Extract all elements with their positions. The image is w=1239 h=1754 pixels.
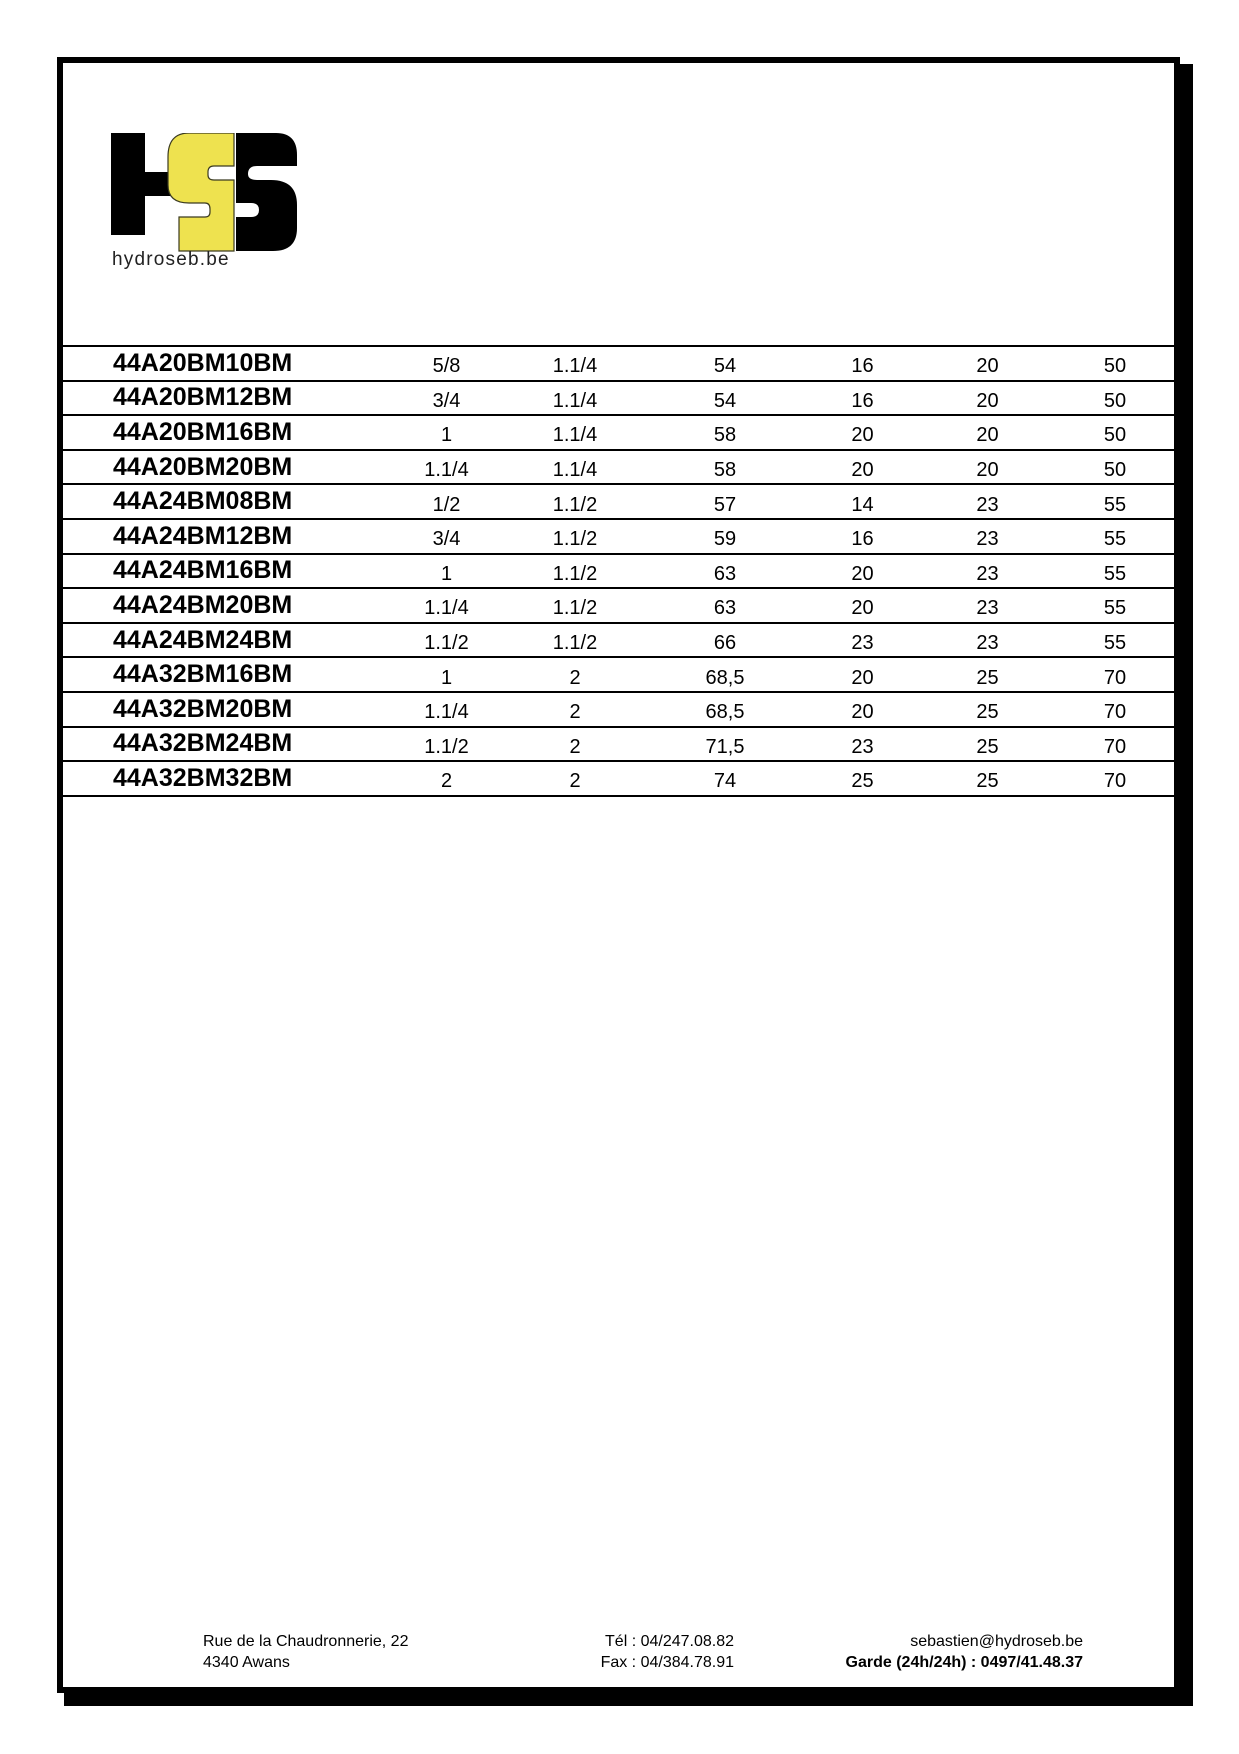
cell: 58	[650, 450, 800, 485]
cell: 23	[925, 484, 1050, 519]
cell: 20	[800, 657, 925, 692]
table-row	[63, 692, 1180, 727]
table-row	[63, 346, 1180, 381]
cell: 1.1/2	[500, 554, 650, 589]
cell: 70	[1050, 692, 1180, 727]
cell: 23	[925, 554, 1050, 589]
part-code: 44A32BM16BM	[63, 657, 393, 692]
cell: 55	[1050, 623, 1180, 658]
parts-table	[63, 345, 1180, 797]
cell: 55	[1050, 588, 1180, 623]
cell: 54	[650, 381, 800, 416]
cell: 63	[650, 554, 800, 589]
cell: 58	[650, 415, 800, 450]
cell: 50	[1050, 415, 1180, 450]
cell: 1.1/2	[393, 727, 500, 762]
cell: 1.1/4	[500, 381, 650, 416]
cell: 68,5	[650, 692, 800, 727]
cell: 70	[1050, 657, 1180, 692]
footer-phone	[601, 1631, 734, 1673]
cell: 20	[925, 415, 1050, 450]
cell: 66	[650, 623, 800, 658]
table-row	[63, 519, 1180, 554]
cell: 1	[393, 554, 500, 589]
cell: 55	[1050, 484, 1180, 519]
cell: 70	[1050, 761, 1180, 796]
part-code: 44A24BM12BM	[63, 519, 393, 554]
cell: 2	[500, 727, 650, 762]
cell: 20	[925, 381, 1050, 416]
cell: 23	[925, 623, 1050, 658]
cell: 1.1/2	[393, 623, 500, 658]
part-code: 44A32BM20BM	[63, 692, 393, 727]
cell: 1.1/4	[393, 692, 500, 727]
email-link[interactable]: sebastien@hydroseb.be	[910, 1633, 1083, 1650]
table-row	[63, 554, 1180, 589]
cell: 20	[800, 450, 925, 485]
cell: 70	[1050, 727, 1180, 762]
cell: 55	[1050, 554, 1180, 589]
cell: 1.1/4	[393, 588, 500, 623]
cell: 20	[800, 692, 925, 727]
part-code: 44A20BM12BM	[63, 381, 393, 416]
cell: 1.1/4	[500, 450, 650, 485]
cell: 63	[650, 588, 800, 623]
cell: 23	[800, 623, 925, 658]
cell: 1.1/4	[393, 450, 500, 485]
cell: 68,5	[650, 657, 800, 692]
table-row	[63, 415, 1180, 450]
cell: 54	[650, 346, 800, 381]
cell: 3/4	[393, 381, 500, 416]
cell: 74	[650, 761, 800, 796]
cell: 57	[650, 484, 800, 519]
cell: 20	[800, 554, 925, 589]
cell: 50	[1050, 450, 1180, 485]
cell: 23	[925, 588, 1050, 623]
cell: 1	[393, 415, 500, 450]
part-code: 44A20BM16BM	[63, 415, 393, 450]
table-row	[63, 623, 1180, 658]
cell: 71,5	[650, 727, 800, 762]
cell: 25	[925, 657, 1050, 692]
cell: 1.1/2	[500, 519, 650, 554]
hydroseb-logo	[111, 133, 301, 258]
cell: 3/4	[393, 519, 500, 554]
cell: 1.1/2	[500, 623, 650, 658]
cell: 14	[800, 484, 925, 519]
cell: 16	[800, 519, 925, 554]
cell: 1.1/2	[500, 484, 650, 519]
document-page	[57, 57, 1180, 1693]
part-code: 44A20BM20BM	[63, 450, 393, 485]
part-code: 44A24BM20BM	[63, 588, 393, 623]
cell: 2	[500, 692, 650, 727]
cell: 16	[800, 346, 925, 381]
cell: 1/2	[393, 484, 500, 519]
address-street: Rue de la Chaudronnerie, 22	[203, 1633, 409, 1650]
cell: 25	[800, 761, 925, 796]
cell: 1.1/4	[500, 346, 650, 381]
cell: 20	[800, 588, 925, 623]
footer-contact	[846, 1631, 1083, 1673]
cell: 16	[800, 381, 925, 416]
part-code: 44A24BM24BM	[63, 623, 393, 658]
cell: 23	[925, 519, 1050, 554]
cell: 1.1/4	[500, 415, 650, 450]
table-row	[63, 484, 1180, 519]
cell: 20	[800, 415, 925, 450]
cell: 1	[393, 657, 500, 692]
footer-address	[203, 1631, 408, 1673]
table-row	[63, 727, 1180, 762]
part-code: 44A24BM16BM	[63, 554, 393, 589]
table-row	[63, 381, 1180, 416]
cell: 2	[500, 657, 650, 692]
cell: 20	[925, 346, 1050, 381]
cell: 2	[500, 761, 650, 796]
cell: 50	[1050, 346, 1180, 381]
table-row	[63, 657, 1180, 692]
part-code: 44A32BM24BM	[63, 727, 393, 762]
hs-logo-icon	[111, 133, 301, 253]
cell: 1.1/2	[500, 588, 650, 623]
emergency-number: Garde (24h/24h) : 0497/41.48.37	[845, 1654, 1083, 1671]
cell: 5/8	[393, 346, 500, 381]
cell: 59	[650, 519, 800, 554]
cell: 2	[393, 761, 500, 796]
cell: 25	[925, 692, 1050, 727]
table-row	[63, 761, 1180, 796]
part-code: 44A24BM08BM	[63, 484, 393, 519]
part-code: 44A20BM10BM	[63, 346, 393, 381]
cell: 50	[1050, 381, 1180, 416]
logo-text: hydroseb.be	[112, 249, 230, 270]
phone-number: Tél : 04/247.08.82	[605, 1633, 734, 1650]
table-row	[63, 588, 1180, 623]
table-row	[63, 450, 1180, 485]
cell: 25	[925, 761, 1050, 796]
cell: 25	[925, 727, 1050, 762]
cell: 55	[1050, 519, 1180, 554]
fax-number: Fax : 04/384.78.91	[600, 1654, 734, 1671]
cell: 23	[800, 727, 925, 762]
cell: 20	[925, 450, 1050, 485]
address-city: 4340 Awans	[203, 1654, 290, 1671]
part-code: 44A32BM32BM	[63, 761, 393, 796]
